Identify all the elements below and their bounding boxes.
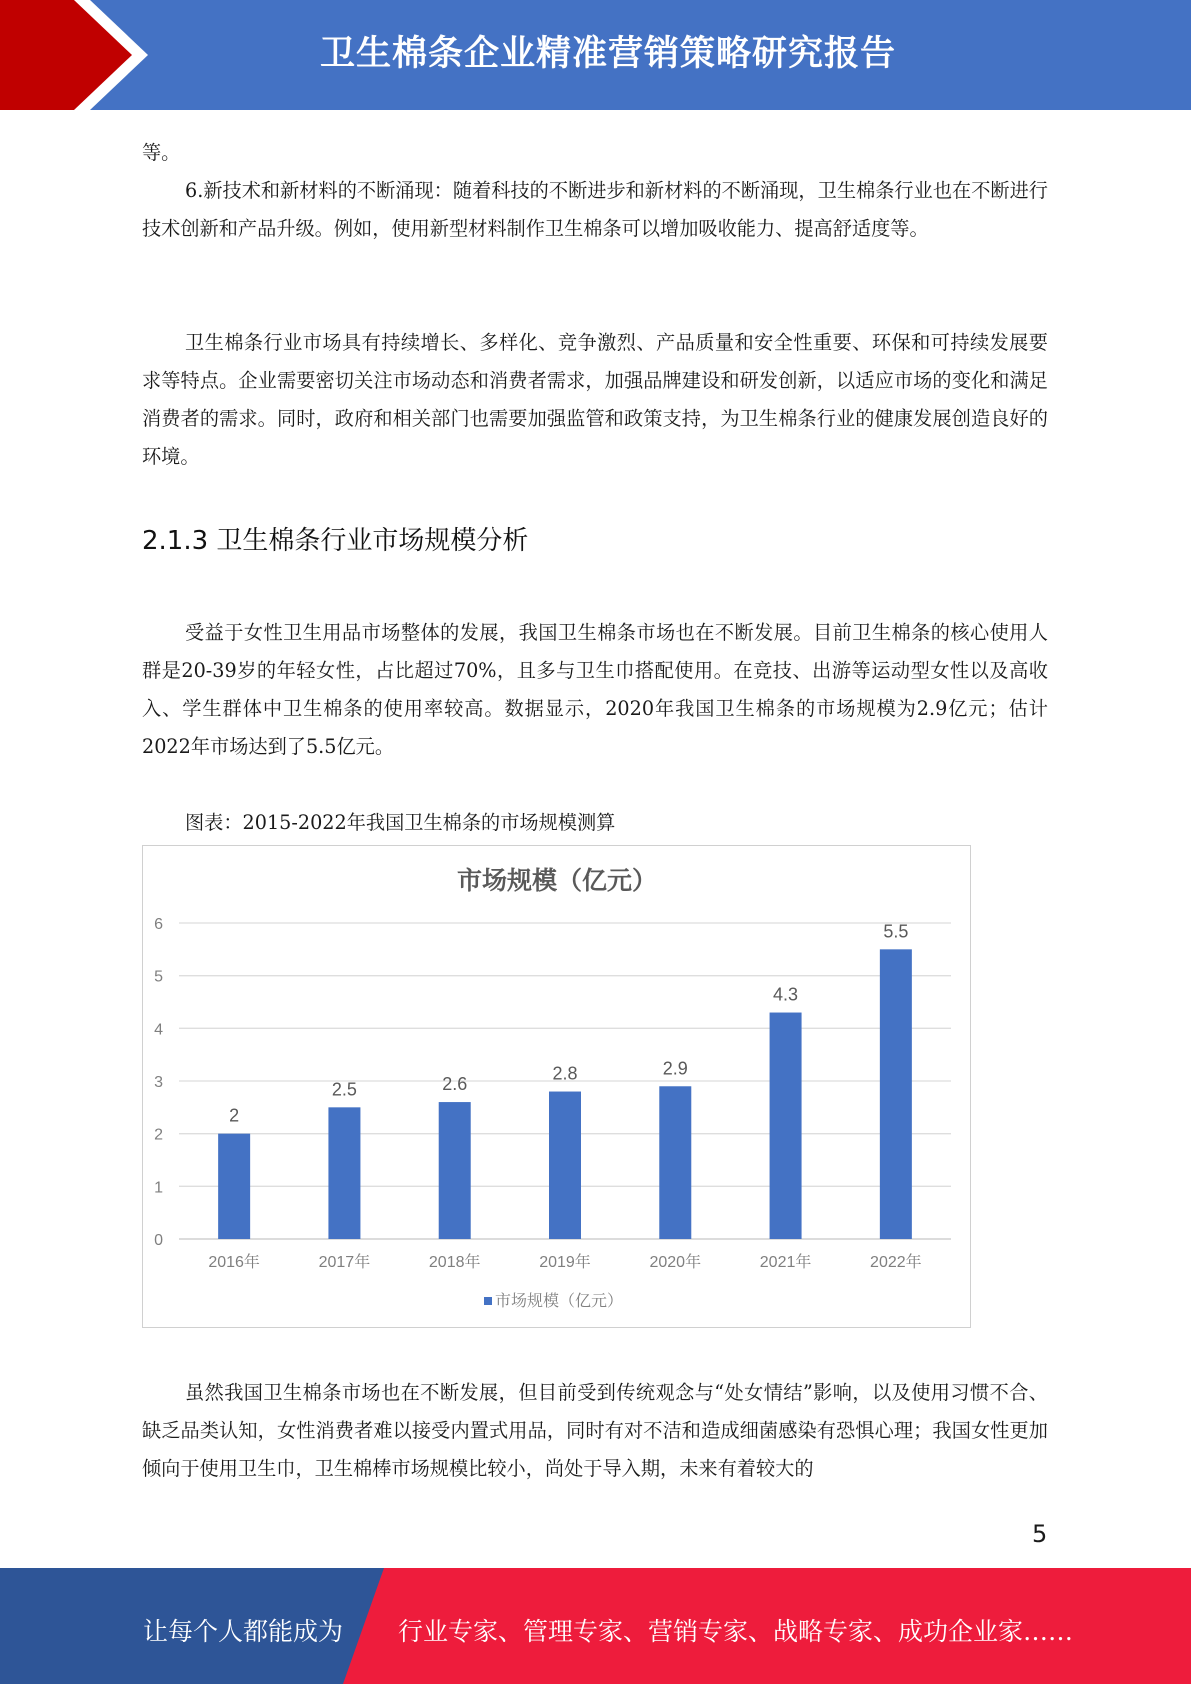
y-tick-label: 5 <box>154 968 163 986</box>
x-tick-label: 2019年 <box>539 1254 591 1271</box>
y-tick-label: 1 <box>154 1179 163 1197</box>
bar-data-label: 2 <box>229 1105 240 1126</box>
bar-data-label: 2.8 <box>552 1063 578 1084</box>
y-tick-label: 0 <box>154 1232 163 1249</box>
y-tick-label: 2 <box>154 1126 163 1144</box>
x-tick-label: 2022年 <box>870 1254 922 1271</box>
x-tick-label: 2020年 <box>649 1254 702 1271</box>
legend-swatch <box>484 1297 492 1305</box>
bar-data-label: 4.3 <box>773 984 799 1005</box>
chart-caption: 图表：2015-2022年我国卫生棉条的市场规模测算 <box>185 811 616 834</box>
chart-title: 市场规模（亿元） <box>456 867 658 895</box>
chart-bar <box>218 1134 250 1239</box>
paragraph-market-outlook: 虽然我国卫生棉条市场也在不断发展，但目前受到传统观念与“处女情结”影响，以及使用习惯不合、缺乏品类认知，女性消费者难以接受内置式用品，同时有对不洁和造成细菌感染有恐惧心理；我国女性更加倾向于使用卫生巾，卫生棉棒市场规模比较小，尚处于导入期，未来有着较大的 <box>142 1381 1048 1480</box>
y-tick-label: 6 <box>154 916 163 933</box>
x-tick-label: 2021年 <box>759 1254 812 1271</box>
chart-bar <box>770 1013 802 1239</box>
header-title: 卫生棉条企业精准营销策略研究报告 <box>319 34 896 74</box>
x-tick-label: 2018年 <box>428 1254 481 1271</box>
footer-slogan-right: 行业专家、管理专家、营销专家、战略专家、成功企业家…… <box>398 1617 1074 1646</box>
paragraph-market-features: 卫生棉条行业市场具有持续增长、多样化、竞争激烈、产品质量和安全性重要、环保和可持续发展要求等特点。企业需要密切关注市场动态和消费者需求，加强品牌建设和研发创新，以适应市场的变化和满足消费者的需求。同时，政府和相关部门也需要加强监管和政策支持，为卫生棉条行业的健康发展创造良好的环境。 <box>142 331 1048 468</box>
paragraph-continuation: 等。 <box>142 141 181 164</box>
bar-data-label: 2.6 <box>442 1074 468 1095</box>
chart-bar <box>549 1092 581 1239</box>
page-number: 5 <box>1032 1520 1048 1548</box>
bar-data-label: 5.5 <box>883 921 909 942</box>
paragraph-new-tech: 6.新技术和新材料的不断涌现：随着科技的不断进步和新材料的不断涌现，卫生棉条行业也在不断进行技术创新和产品升级。例如，使用新型材料制作卫生棉条可以增加吸收能力、提高舒适度等。 <box>142 179 1048 240</box>
paragraph-market-size: 受益于女性卫生用品市场整体的发展，我国卫生棉条市场也在不断发展。目前卫生棉条的核心使用人群是20-39岁的年轻女性，占比超过70%，且多与卫生巾搭配使用。在竞技、出游等运动型女性以及高收入、学生群体中卫生棉条的使用率较高。数据显示，2020年我国卫生棉条的市场规模为2.9亿元；估计2022年市场达到了5.5亿元。 <box>142 621 1048 758</box>
x-tick-label: 2017年 <box>318 1254 371 1271</box>
chart-bar <box>659 1086 691 1239</box>
chart-bar <box>880 949 912 1239</box>
section-heading: 2.1.3 卫生棉条行业市场规模分析 <box>142 526 529 556</box>
page-footer <box>0 1568 1191 1684</box>
legend-label: 市场规模（亿元） <box>495 1293 624 1310</box>
market-size-chart <box>142 845 971 1328</box>
y-tick-label: 4 <box>154 1021 163 1039</box>
y-tick-label: 3 <box>154 1074 163 1091</box>
footer-slogan-left: 让每个人都能成为 <box>143 1617 344 1646</box>
x-tick-label: 2016年 <box>208 1254 260 1271</box>
chart-svg <box>143 846 972 1329</box>
page-header <box>0 0 1191 110</box>
chart-bar <box>328 1107 360 1239</box>
bar-data-label: 2.9 <box>662 1058 688 1079</box>
chart-bar <box>439 1102 471 1239</box>
bar-data-label: 2.5 <box>331 1079 357 1100</box>
